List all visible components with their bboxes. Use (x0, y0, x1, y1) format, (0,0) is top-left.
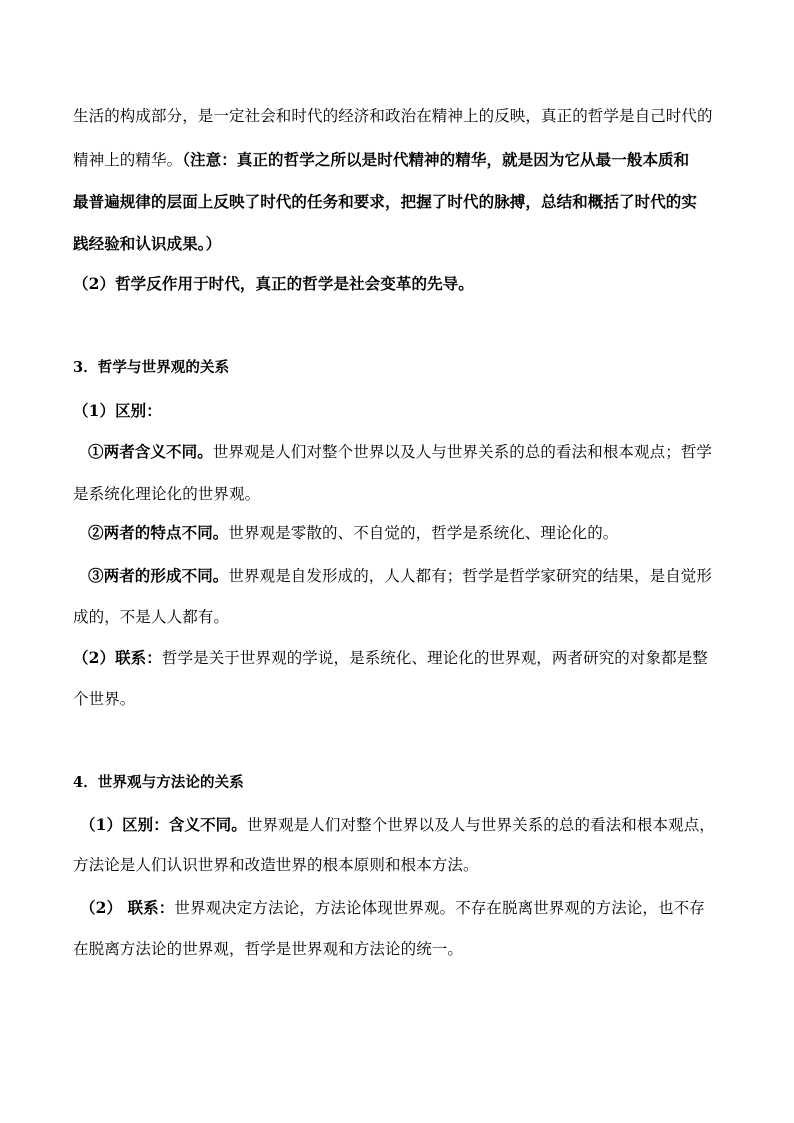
point-text: 成的，不是人人都有。 (73, 608, 230, 626)
section-3-diff-label (73, 401, 733, 421)
link-text: 在脱离方法论的世界观，哲学是世界观和方法论的统一。 (73, 940, 464, 958)
section-3-point-3 (88, 566, 748, 586)
link-text: 世界观决定方法论，方法论体现世界观。不存在脱离世界观的方法论，也不存 (174, 899, 705, 917)
section-3-link-cont (73, 689, 733, 709)
intro-text: 精神上的精华。 (73, 151, 183, 169)
point-title: ③两者的形成不同。 (88, 566, 229, 585)
point-text: 世界观是零散的、不自觉的，哲学是系统化、理论化的。 (228, 524, 619, 542)
section-4-diff (80, 815, 740, 835)
link-text: 个世界。 (73, 690, 136, 708)
intro-line-3 (73, 192, 733, 212)
section-3-point-2 (88, 523, 748, 543)
intro-line-4 (73, 234, 733, 254)
note-text: 践经验和认识成果。） (73, 234, 222, 253)
link-title: （2）联系： (73, 648, 162, 667)
point-text: 世界观是自发形成的，人人都有；哲学是哲学家研究的结果，是自觉形 (228, 567, 713, 585)
section-3-point-1 (88, 442, 748, 462)
intro-line-1 (73, 106, 733, 126)
point-title: ①两者含义不同。 (88, 442, 213, 461)
section-3-link (73, 648, 733, 668)
section-3-point-3-cont (73, 607, 733, 627)
intro-line-5 (73, 274, 733, 294)
note-text: （注意：真正的哲学之所以是时代精神的精华，就是因为它从最一般本质和 (182, 150, 690, 169)
note-text: 最普遍规律的层面上反映了时代的任务和要求，把握了时代的脉搏，总结和概括了时代的实 (73, 192, 698, 211)
heading-text: 3．哲学与世界观的关系 (73, 359, 230, 376)
section-4-diff-cont (73, 855, 733, 875)
intro-line-2 (73, 150, 733, 170)
point-title: ②两者的特点不同。 (88, 523, 229, 542)
intro-text: 生活的构成部分，是一定社会和时代的经济和政治在精神上的反映，真正的哲学是自己时代的 (73, 107, 713, 125)
section-3-heading (73, 358, 733, 378)
diff-text: 方法论是人们认识世界和改造世界的根本原则和根本方法。 (73, 856, 479, 874)
point-text: 世界观是人们对整个世界以及人与世界关系的总的看法和根本观点；哲学 (212, 443, 713, 461)
diff-text: 世界观是人们对整个世界以及人与世界关系的总的看法和根本观点， (246, 816, 715, 834)
point-text: （2）哲学反作用于时代，真正的哲学是社会变革的先导。 (73, 274, 474, 293)
link-title: （2） 联系： (80, 898, 175, 917)
label-text: （1）区别： (73, 401, 162, 420)
heading-text: 4．世界观与方法论的关系 (73, 774, 244, 791)
diff-title: （1）区别：含义不同。 (80, 815, 247, 834)
link-text: 哲学是关于世界观的学说，是系统化、理论化的世界观，两者研究的对象都是整 (161, 649, 708, 667)
point-text: 是系统化理论化的世界观。 (73, 485, 261, 503)
section-3-point-1-cont (73, 484, 733, 504)
section-4-link (80, 898, 740, 918)
section-4-link-cont (73, 939, 733, 959)
section-4-heading (73, 773, 733, 793)
